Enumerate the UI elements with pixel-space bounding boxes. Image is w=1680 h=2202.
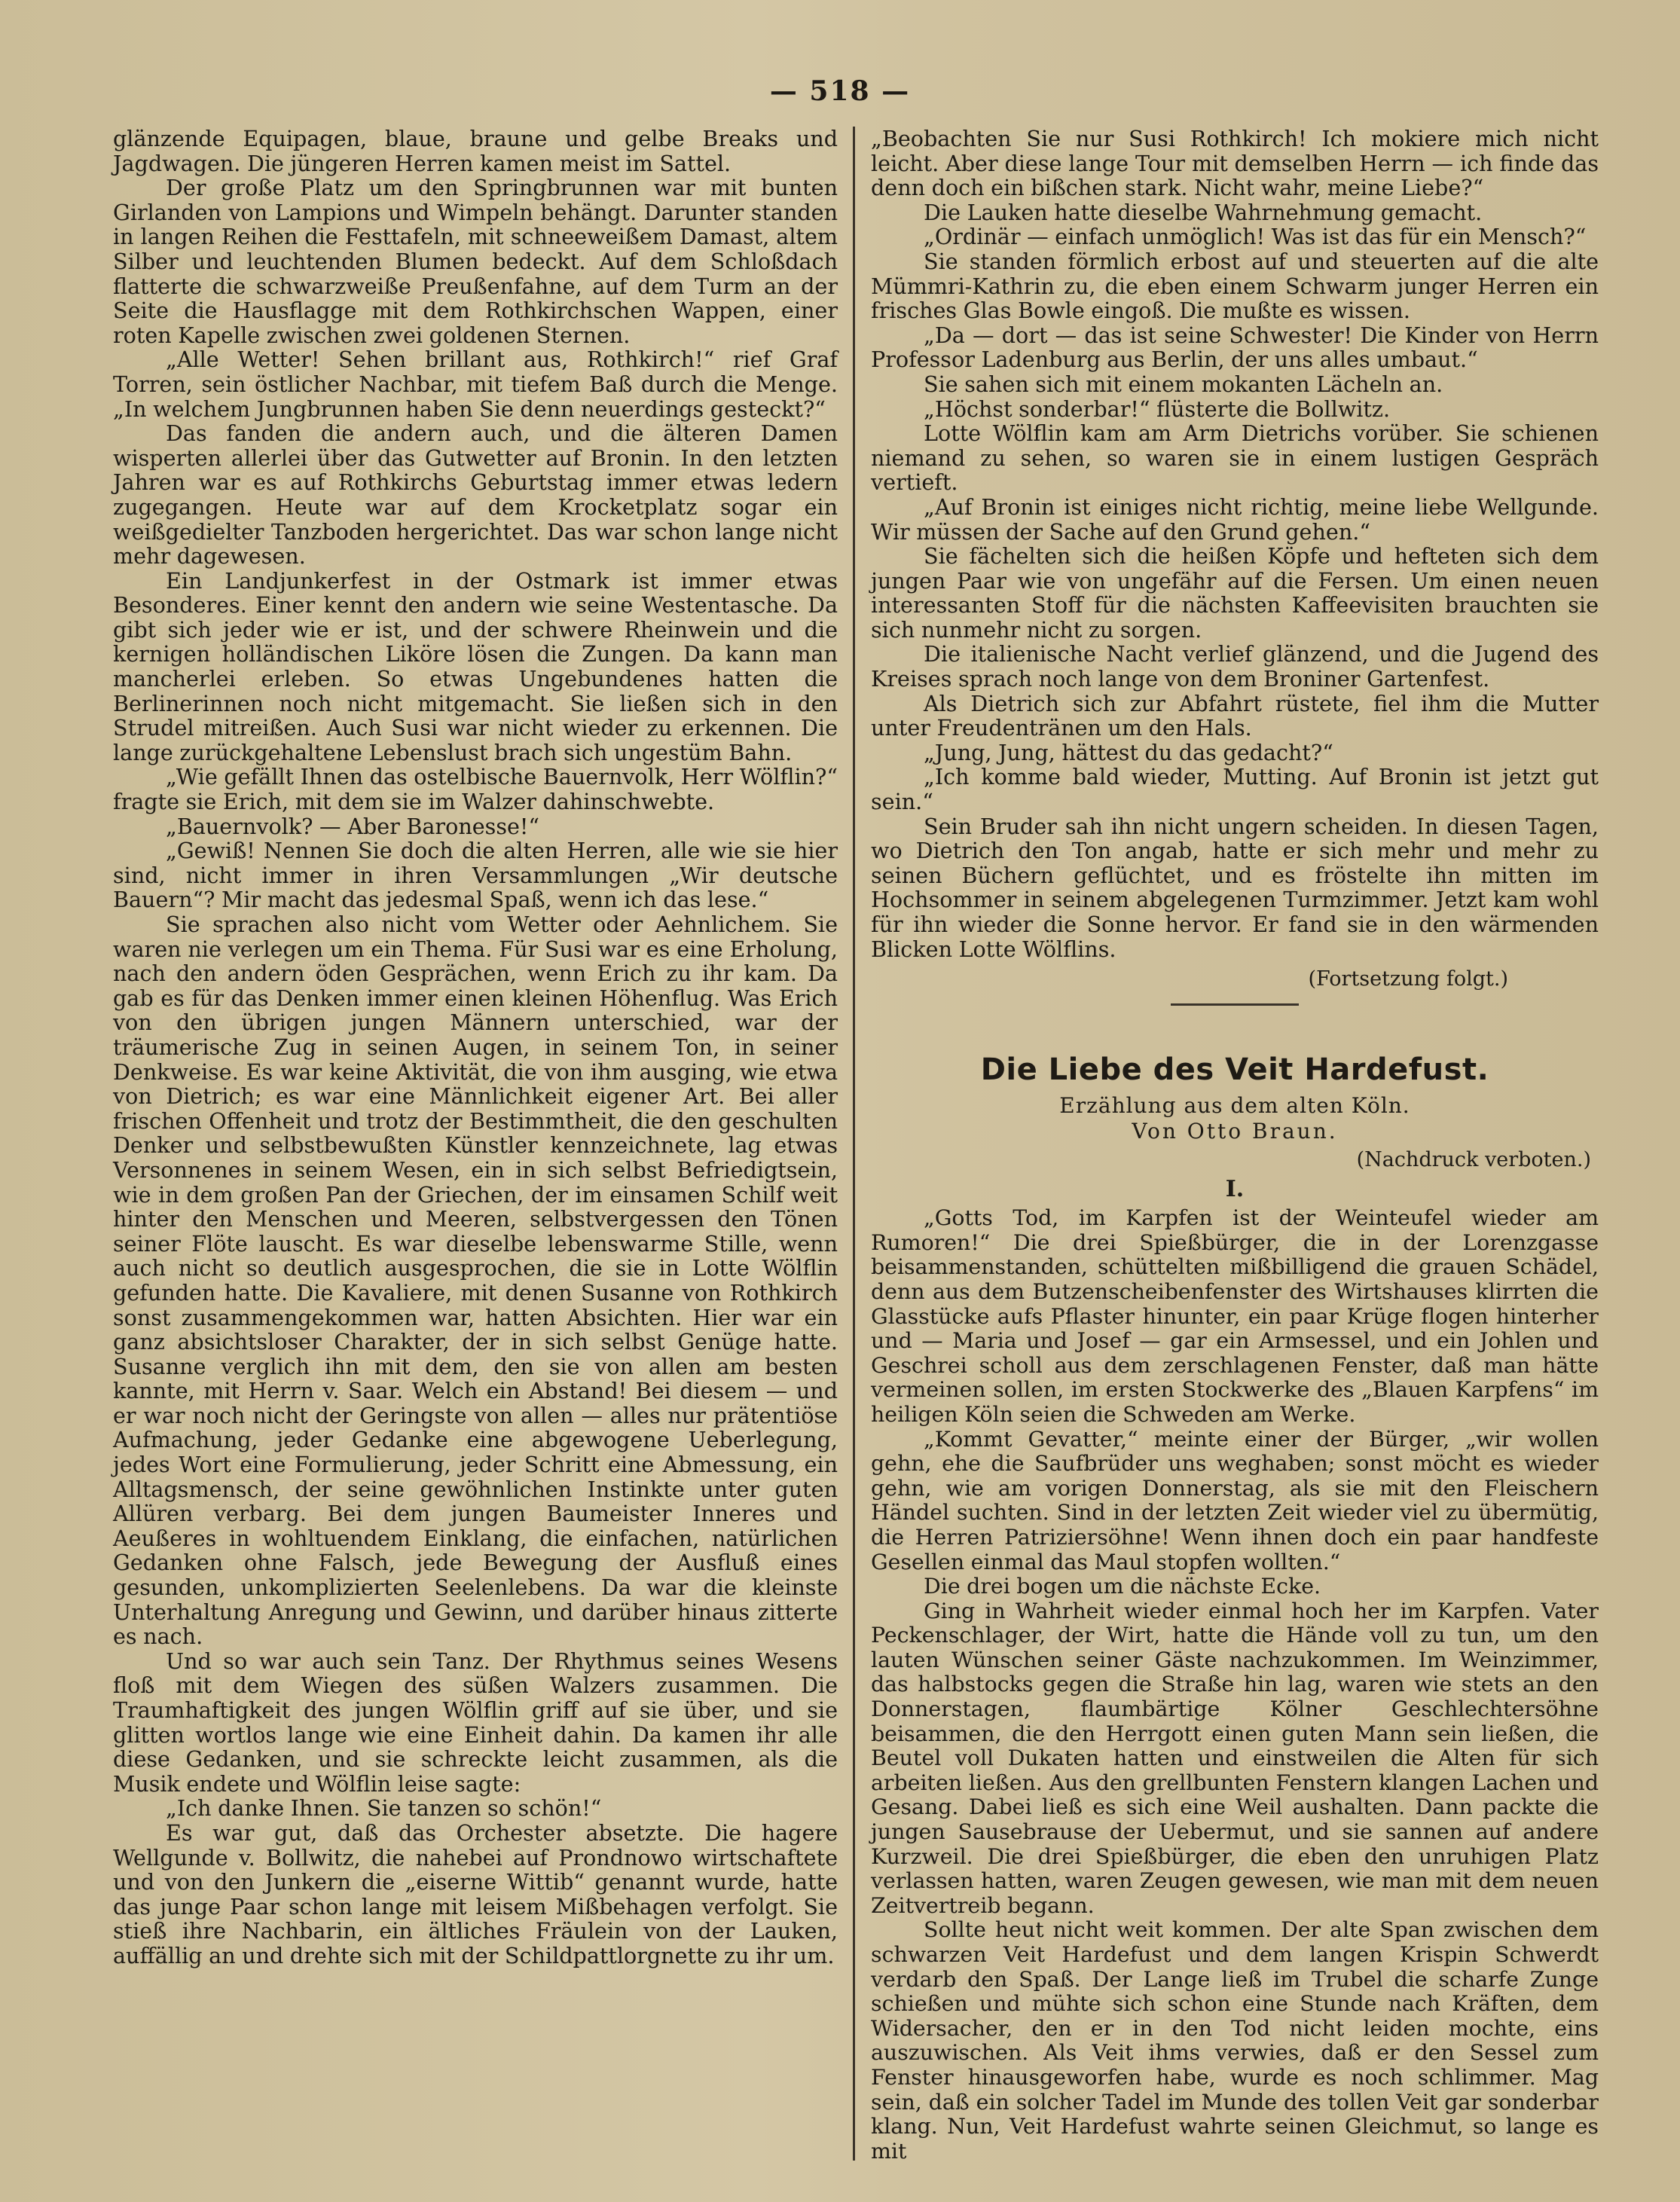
paragraph: „Ordinär — einfach unmöglich! Was ist das für ein Mensch?“ (924, 224, 1587, 250)
reprint-note: (Nachdruck verboten.) (1356, 1148, 1591, 1172)
paragraph: „Ich komme bald wieder, Mutting. Auf Bronin ist jetzt gut sein.“ (871, 764, 1599, 815)
paragraph: Sollte heut nicht weit kommen. Der alte Span zwischen dem schwarzen Veit Hardefust und dem langen Krispin Schwerdt verdarb den Spaß. Der Lange ließ im Trubel die scharfe Zunge schießen und mühte sich schon eine Stunde nach Kräften, dem Widersacher, den er in den Tod nicht leiden mochte, eins auszuwischen. Als Veit ihms verwies, daß er den Sessel zum Fenster hinausgeworfen habe, wurde es noch schlimmer. Mag sein, daß ein solcher Tadel im Munde des tollen Veit gar sonderbar klang. Nun, Veit Hardefust wahrte seinen Gleichmut, so lange es mit (871, 1917, 1599, 2164)
paragraph: „Beobachten Sie nur Susi Rothkirch! Ich mokiere mich nicht leicht. Aber diese lange Tour mit demselben Herrn — ich finde das denn doch ein bißchen stark. Nicht wahr, meine Liebe?“ (871, 126, 1599, 201)
paragraph: „Da — dort — das ist seine Schwester! Die Kinder von Herrn Professor Ladenburg aus Berlin, der uns alles umbaut.“ (871, 322, 1599, 373)
paragraph: Sie standen förmlich erbost auf und steuerten auf die alte Mümmri-Kathrin zu, die eben einem Schwarm junger Herren ein frisches Glas Bowle eingoß. Die mußte es wissen. (871, 248, 1599, 324)
left-column (113, 127, 838, 1968)
story-title: Die Liebe des Veit Hardefust. (980, 1052, 1489, 1088)
paragraph: „Höchst sonderbar!“ flüsterte die Bollwitz. (924, 396, 1391, 422)
paragraph: Und so war auch sein Tanz. Der Rhythmus seines Wesens floß mit dem Wiegen des süßen Walzers zusammen. Die Traumhaftigkeit des jungen Wölflin griff auf sie über, und sie glitten wortlos lange wie eine Einheit dahin. Da kamen ihr alle diese Gedanken, und sie schreckte leicht zusammen, als die Musik endete und Wölflin leise sagte: (113, 1648, 838, 1797)
paragraph: glänzende Equipagen, blaue, braune und gelbe Breaks und Jagdwagen. Die jüngeren Herren kamen meist im Sattel. (113, 126, 838, 176)
paragraph: „Jung, Jung, hättest du das gedacht?“ (924, 739, 1333, 765)
paragraph: Sein Bruder sah ihn nicht ungern scheiden. In diesen Tagen, wo Dietrich den Ton angab, hatte er sich mehr und mehr zu seinen Büchern geflüchtet, und es fröstelte ihn mitten im Hochsommer in seinem abgelegenen Turmzimmer. Jetzt kam wohl für ihn wieder die Sonne hervor. Er fand sie in den wärmenden Blicken Lotte Wölflins. (871, 813, 1599, 962)
paragraph: „Gotts Tod, im Karpfen ist der Weinteufel wieder am Rumoren!“ Die drei Spießbürger, die in der Lorenzgasse beisammenstanden, schüttelten mißbilligend die grauen Schädel, denn aus dem Butzenscheibenfenster des Wirtshauses klirrten die Glasstücke aufs Pflaster hinunter, ein paar Krüge flogen hinterher und — Maria und Josef — gar ein Armsessel, und ein Johlen und Geschrei scholl aus dem zerschlagenen Fenster, daß man hätte vermeinen sollen, im ersten Stockwerke des „Blauen Karpfens“ im heiligen Köln seien die Schweden am Werke. (871, 1205, 1599, 1427)
story-author: Von Otto Braun. (1132, 1119, 1338, 1144)
paragraph: Sie sahen sich mit einem mokanten Lächeln an. (924, 371, 1443, 397)
section-separator (1171, 1003, 1299, 1006)
paragraph: Die drei bogen um die nächste Ecke. (924, 1574, 1321, 1599)
paragraph: Als Dietrich sich zur Abfahrt rüstete, fiel ihm die Mutter unter Freudentränen um den Hals. (871, 690, 1599, 741)
chapter-number: I. (1225, 1176, 1245, 1203)
paragraph: „Wie gefällt Ihnen das ostelbische Bauernvolk, Herr Wölflin?“ fragte sie Erich, mit dem sie im Walzer dahinschwebte. (113, 764, 838, 815)
paragraph: Lotte Wölflin kam am Arm Dietrichs vorüber. Sie schienen niemand zu sehen, so waren sie in einem lustigen Gespräch vertieft. (871, 420, 1599, 496)
paragraph: Das fanden die andern auch, und die älteren Damen wisperten allerlei über das Gutwetter auf Bronin. In den letzten Jahren war es auf Rothkirchs Geburtstag immer etwas ledern zugegangen. Heute war auf dem Krocketplatz sogar ein weißgedielter Tanzboden hergerichtet. Das war schon lange nicht mehr dagewesen. (113, 420, 838, 570)
paragraph: Sie sprachen also nicht vom Wetter oder Aehnlichem. Sie waren nie verlegen um ein Thema. Für Susi war es eine Erholung, nach den andern öden Gesprächen, wenn Erich zu ihr kam. Da gab es für das Denken immer einen kleinen Höhenflug. Was Erich von den übrigen jungen Männern unterschied, war der träumerische Zug in seinen Augen, in seinem Ton, in seiner Denkweise. Es war keine Aktivität, die von ihm ausging, wie etwa von Dietrich; es war eine Männlichkeit eigener Art. Bei aller frischen Offenheit und trotz der Bestimmtheit, die den geschulten Denker und selbstbewußten Künstler kennzeichnete, lag etwas Versonnenes in seinem Wesen, ein in sich selbst Befriedigtsein, wie in dem großen Pan der Griechen, der im einsamen Schilf weit hinter den Menschen und Meeren, selbstvergessen den Tönen seiner Flöte lauscht. Es war dieselbe lebenswarme Stille, wenn auch nicht so deutlich ausgesprochen, die sie in Lotte Wölflin gefunden hatte. Die Kavaliere, mit denen Susanne von Rothkirch sonst zusammengekommen war, hatten Absichten. Hier war ein ganz absichtsloser Charakter, der in sich selbst Genüge hatte. Susanne verglich ihn mit dem, den sie von allen am besten kannte, mit Herrn v. Saar. Welch ein Abstand! Bei diesem — und er war noch nicht der Geringste von allen — alles nur prätentiöse Aufmachung, jeder Gedanke eine abgewogene Ueberlegung, jedes Wort eine Formulierung, jeder Schritt eine Abmessung, ein Alltagsmensch, der seine gewöhnlichen Instinkte unter guten Allüren verbarg. Bei dem jungen Baumeister Inneres und Aeußeres in wohltuendem Einklang, die einfachen, natürlichen Gedanken ohne Falsch, jede Bewegung der Ausfluß eines gesunden, unkomplizierten Seelenlebens. Da war die kleinste Unterhaltung Anregung und Gewinn, und darüber hinaus zitterte es nach. (113, 912, 838, 1650)
paragraph: „Bauernvolk? — Aber Baronesse!“ (166, 813, 540, 839)
paragraph: „Alle Wetter! Sehen brillant aus, Rothkirch!“ rief Graf Torren, sein östlicher Nachbar, mit tiefem Baß durch die Menge. „In welchem Jungbrunnen haben Sie denn neuerdings gesteckt?“ (113, 347, 838, 422)
paragraph: Es war gut, daß das Orchester absetzte. Die hagere Wellgunde v. Bollwitz, die nahebei auf Prondnowo wirtschaftete und von den Junkern die „eiserne Wittib“ genannt wurde, hatte das junge Paar schon lange mit leisem Mißbehagen verfolgt. Sie stieß ihre Nachbarin, ein ältliches Fräulein von der Lauken, auffällig an und drehte sich mit der Schildpattlorgnette zu ihr um. (113, 1819, 838, 1968)
paragraph: „Auf Bronin ist einiges nicht richtig, meine liebe Wellgunde. Wir müssen der Sache auf den Grund gehen.“ (871, 493, 1599, 545)
paragraph: Die Lauken hatte dieselbe Wahrnehmung gemacht. (924, 199, 1483, 225)
continuation-note: (Fortsetzung folgt.) (1308, 967, 1508, 991)
paragraph: „Kommt Gevatter,“ meinte einer der Bürger, „wir wollen gehn, ehe die Saufbrüder uns weghaben; sonst möcht es wieder gehn, wie am vorigen Donnerstag, als sie mit den Fleischern Händel suchten. Sind in der letzten Zeit wieder viel zu übermütig, die Herren Patriziersöhne! Wenn ihnen doch ein paar handfeste Gesellen einmal das Maul stopfen wollten.“ (871, 1426, 1599, 1574)
paragraph: Der große Platz um den Springbrunnen war mit bunten Girlanden von Lampions und Wimpeln behängt. Darunter standen in langen Reihen die Festtafeln, mit schneeweißem Damast, altem Silber und leuchtenden Blumen bedeckt. Auf dem Schloßdach flatterte die schwarzweiße Preußenfahne, auf dem Turm an der Seite die Hausflagge mit dem Rothkirchschen Wappen, einer roten Kapelle zwischen zwei goldenen Sternen. (113, 175, 838, 348)
story-subtitle: Erzählung aus dem alten Köln. (1059, 1093, 1410, 1119)
paragraph: Sie fächelten sich die heißen Köpfe und hefteten sich dem jungen Paar wie von ungefähr auf die Fersen. Um einen neuen interessanten Stoff für die nächsten Kaffeevisiten brauchten sie sich nunmehr nicht zu sorgen. (871, 543, 1599, 643)
paragraph: Ein Landjunkerfest in der Ostmark ist immer etwas Besonderes. Einer kennt den andern wie seine Westentasche. Da gibt sich jeder wie er ist, und der schwere Rheinwein und die kernigen holländischen Liköre lösen die Zungen. Da kann man mancherlei erleben. So etwas Ungebundenes hatten die Berlinerinnen noch nicht mitgemacht. Sie ließen sich in den Strudel mitreißen. Auch Susi war nicht wieder zu erkennen. Die lange zurückgehaltene Lebenslust brach sich ungestüm Bahn. (113, 567, 838, 765)
page-number: — 518 — (769, 75, 911, 107)
right-column (871, 127, 1599, 2164)
column-divider (853, 127, 855, 2161)
paragraph: „Ich danke Ihnen. Sie tanzen so schön!“ (166, 1795, 602, 1822)
paragraph: Die italienische Nacht verlief glänzend, und die Jugend des Kreises sprach noch lange von dem Broniner Gartenfest. (871, 641, 1599, 692)
paragraph: „Gewiß! Nennen Sie doch die alten Herren, alle wie sie hier sind, nicht immer in ihren Versammlungen „Wir deutsche Bauern“? Mir macht das jedesmal Spaß, wenn ich das lese.“ (113, 838, 838, 913)
paragraph: Ging in Wahrheit wieder einmal hoch her im Karpfen. Vater Peckenschlager, der Wirt, hatte die Hände voll zu tun, um den lauten Wünschen seiner Gäste nachzukommen. Im Weinzimmer, das halbstocks gegen die Straße hin lag, waren wie stets an den Donnerstagen, flaumbärtige Kölner Geschlechtersöhne beisammen, die den Herrgott einen guten Mann sein ließen, die Beutel voll Dukaten hatten und einstweilen die Alten für sich arbeiten ließen. Aus den grellbunten Fenstern klangen Lachen und Gesang. Dabei ließ es sich eine Weil aushalten. Dann packte die jungen Sausebrause der Uebermut, und sie sannen auf andere Kurzweil. Die drei Spießbürger, die eben den unruhigen Platz verlassen hatten, waren Zeugen gewesen, wie man mit dem neuen Zeitvertreib begann. (871, 1598, 1599, 1918)
